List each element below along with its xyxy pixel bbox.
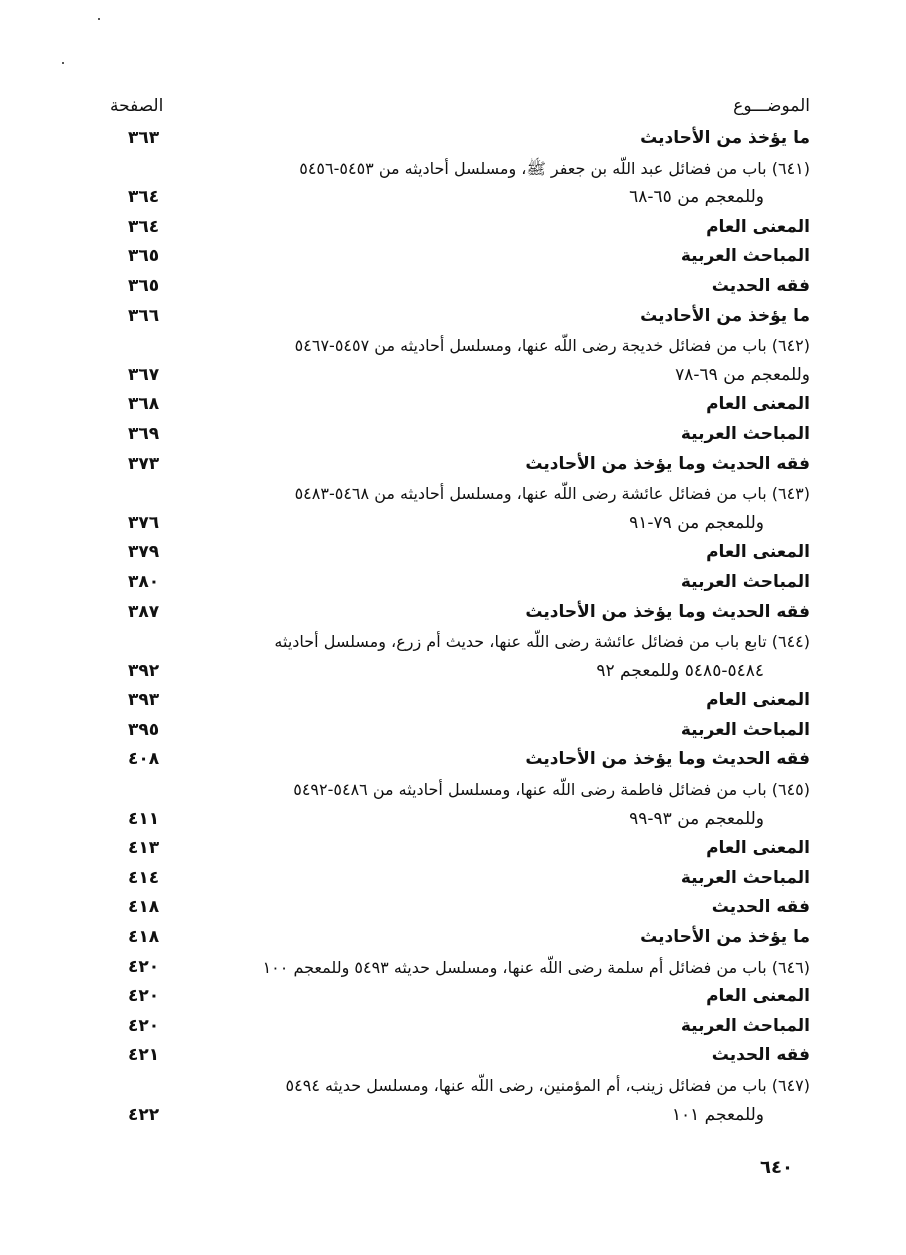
toc-entry-page: ٣٩٣ [128, 690, 160, 711]
toc-entry-page: ٤١٨ [128, 897, 160, 918]
scan-speck [62, 62, 64, 64]
toc-entry [110, 923, 810, 953]
toc-entry-title: وللمعجم ١٠١ [671, 1104, 764, 1125]
toc-entry-page: ٣٦٤ [128, 187, 160, 208]
toc-entry-title: فقه الحديث وما يؤخذ من الأحاديث [525, 453, 810, 474]
toc-entry-title: (٦٤١) باب من فضائل عبد اللّه بن جعفر ﷺ، ومسلسل أحاديثه من ٥٤٥٣-٥٤٥٦ [299, 158, 810, 178]
toc-entry-title: وللمعجم من ٧٩-٩١ [629, 512, 764, 533]
toc-entry-title: ما يؤخذ من الأحاديث [640, 927, 810, 948]
toc-entry-page: ٣٦٧ [128, 364, 160, 385]
toc-entry-page: ٣٧٩ [128, 542, 160, 563]
toc-entry-page: ٣٦٤ [128, 216, 160, 237]
toc-entry-title: فقه الحديث [711, 275, 810, 296]
table-of-contents [110, 124, 810, 1130]
toc-entry-title: المعنى العام [706, 216, 810, 237]
toc-entry [110, 745, 810, 775]
toc-entry-title: وللمعجم من ٦٩-٧٨ [675, 364, 810, 385]
toc-entry-title: (٦٤٧) باب من فضائل زينب، أم المؤمنين، رضى اللّه عنها، ومسلسل حديثه ٥٤٩٤ [285, 1076, 810, 1095]
toc-entry [110, 953, 810, 983]
toc-entry-title: فقه الحديث [711, 1045, 810, 1066]
toc-entry-page: ٤٢٢ [128, 1104, 160, 1125]
toc-entry-page: ٤١٣ [128, 838, 160, 859]
toc-entry [110, 716, 810, 746]
toc-entry-title: (٦٤٥) باب من فضائل فاطمة رضى اللّه عنها، ومسلسل أحاديثه من ٥٤٨٦-٥٤٩٢ [293, 780, 810, 800]
toc-entry-page: ٤٢٠ [128, 1015, 160, 1036]
toc-entry [110, 775, 810, 805]
toc-header [110, 96, 810, 122]
toc-entry [110, 213, 810, 243]
toc-entry [110, 657, 810, 687]
toc-entry [110, 331, 810, 361]
toc-entry-title: فقه الحديث وما يؤخذ من الأحاديث [525, 749, 810, 770]
toc-entry [110, 1071, 810, 1101]
toc-entry [110, 302, 810, 332]
toc-entry [110, 538, 810, 568]
toc-entry [110, 893, 810, 923]
toc-entry [110, 124, 810, 154]
toc-entry [110, 390, 810, 420]
toc-entry-title: (٦٤٤) تابع باب من فضائل عائشة رضى اللّه عنها، حديث أم زرع، ومسلسل أحاديثه [274, 632, 810, 652]
toc-entry [110, 361, 810, 391]
toc-entry [110, 154, 810, 184]
toc-entry [110, 627, 810, 657]
toc-entry-title: المباحث العربية [680, 719, 810, 740]
toc-entry-title: المباحث العربية [680, 571, 810, 592]
toc-entry [110, 805, 810, 835]
toc-entry [110, 450, 810, 480]
toc-entry-title: المعنى العام [706, 394, 810, 415]
page-number: ٦٤٠ [760, 1157, 793, 1178]
toc-entry [110, 509, 810, 539]
toc-entry [110, 1041, 810, 1071]
toc-entry [110, 598, 810, 628]
scan-speck [98, 18, 100, 20]
topic-column-label: الموضـــوع [733, 96, 810, 116]
toc-entry-title: المعنى العام [706, 838, 810, 859]
toc-entry-title: (٦٤٣) باب من فضائل عائشة رضى اللّه عنها، ومسلسل أحاديثه من ٥٤٦٨-٥٤٨٣ [294, 484, 810, 504]
toc-entry [110, 272, 810, 302]
toc-entry-page: ٣٦٦ [128, 305, 160, 326]
toc-entry-title: فقه الحديث [711, 897, 810, 918]
toc-entry-title: وللمعجم من ٩٣-٩٩ [629, 808, 764, 829]
toc-entry-page: ٣٦٣ [128, 128, 160, 148]
toc-entry-title: المعنى العام [706, 986, 810, 1007]
toc-entry [110, 242, 810, 272]
toc-entry-title: المعنى العام [706, 690, 810, 711]
toc-entry [110, 834, 810, 864]
toc-entry-title: فقه الحديث وما يؤخذ من الأحاديث [525, 601, 810, 622]
toc-entry-title: المعنى العام [706, 542, 810, 563]
toc-entry-page: ٣٨٧ [128, 601, 160, 622]
toc-entry [110, 1101, 810, 1131]
toc-entry-page: ٤٢٠ [128, 986, 160, 1007]
toc-entry-title: (٦٤٦) باب من فضائل أم سلمة رضى اللّه عنها، ومسلسل حديثه ٥٤٩٣ وللمعجم ١٠٠ [262, 957, 810, 977]
toc-entry-title: وللمعجم من ٦٥-٦٨ [629, 187, 764, 208]
toc-entry-page: ٤٠٨ [128, 749, 160, 770]
toc-entry-page: ٣٧٦ [128, 512, 160, 533]
toc-entry-title: المباحث العربية [680, 1015, 810, 1036]
toc-entry-page: ٣٦٥ [128, 246, 160, 267]
toc-entry-title: المباحث العربية [680, 423, 810, 444]
toc-entry-title: المباحث العربية [680, 867, 810, 888]
toc-entry [110, 568, 810, 598]
toc-entry-page: ٣٦٨ [128, 394, 160, 415]
toc-entry-page: ٤٢١ [128, 1045, 160, 1066]
toc-entry-page: ٣٧٣ [128, 453, 160, 474]
toc-entry-page: ٤٢٠ [128, 956, 160, 977]
toc-entry-page: ٤١١ [128, 808, 160, 829]
toc-entry [110, 864, 810, 894]
toc-entry-page: ٣٦٥ [128, 275, 160, 296]
toc-entry [110, 686, 810, 716]
toc-entry-page: ٣٩٢ [128, 660, 160, 681]
toc-entry-title: ٥٤٨٤-٥٤٨٥ وللمعجم ٩٢ [596, 660, 764, 681]
toc-entry [110, 479, 810, 509]
page-column-label: الصفحة [110, 96, 164, 116]
toc-entry-page: ٣٨٠ [128, 571, 160, 592]
toc-entry-title: ما يؤخذ من الأحاديث [640, 128, 810, 148]
toc-entry [110, 183, 810, 213]
toc-entry [110, 982, 810, 1012]
toc-entry [110, 420, 810, 450]
toc-entry-page: ٤١٨ [128, 927, 160, 948]
toc-entry [110, 1012, 810, 1042]
toc-entry-page: ٣٦٩ [128, 423, 160, 444]
toc-entry-page: ٤١٤ [128, 867, 160, 888]
toc-entry-title: (٦٤٢) باب من فضائل خديجة رضى اللّه عنها، ومسلسل أحاديثه من ٥٤٥٧-٥٤٦٧ [294, 336, 810, 356]
toc-entry-title: المباحث العربية [680, 246, 810, 267]
toc-entry-title: ما يؤخذ من الأحاديث [640, 305, 810, 326]
toc-entry-page: ٣٩٥ [128, 719, 160, 740]
